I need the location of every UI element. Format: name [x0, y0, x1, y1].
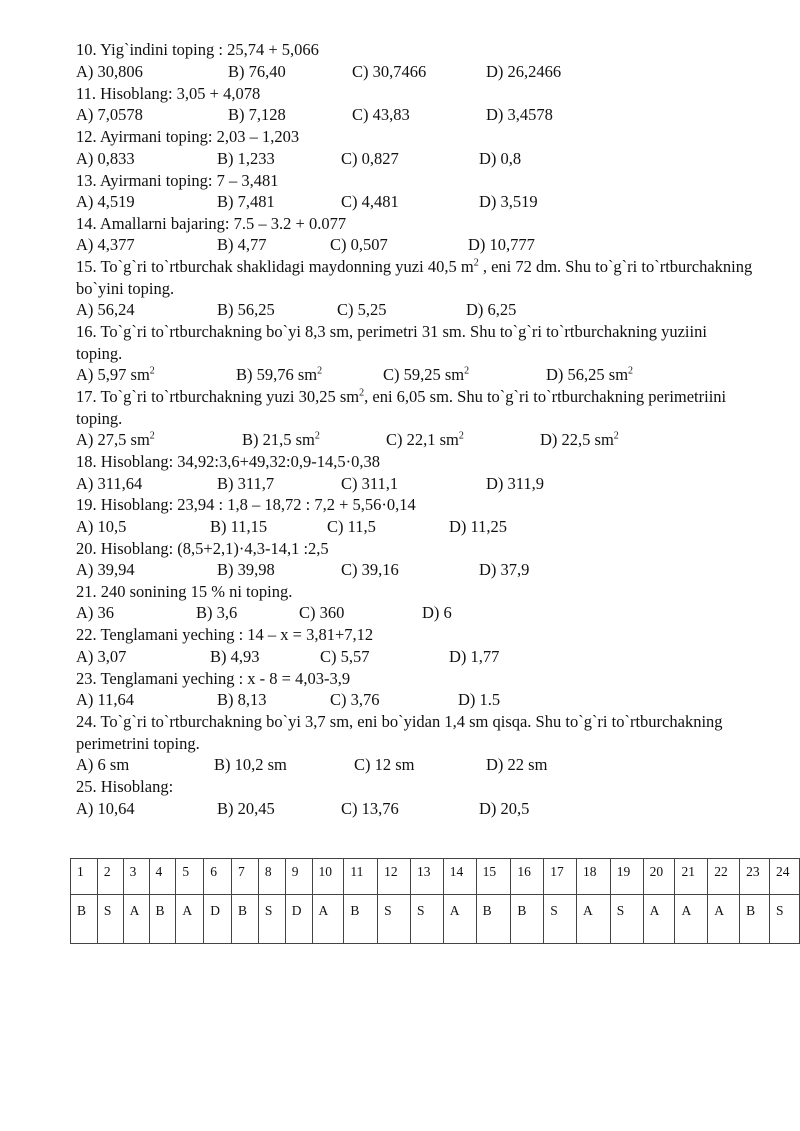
key-answer: S	[610, 895, 643, 944]
key-number: 18	[577, 859, 611, 895]
key-answer: B	[71, 895, 98, 944]
option-c: C) 4,481	[341, 192, 399, 211]
option-d: D) 3,4578	[486, 105, 553, 124]
option-d: D) 37,9	[479, 560, 530, 579]
option-a: A) 27,5 $sm^2$	[76, 430, 155, 449]
key-number: 8	[258, 859, 285, 895]
option-c: C) 59,25 $sm^2$	[383, 365, 470, 384]
key-number: 17	[544, 859, 577, 895]
option-b: B) 76,40	[228, 62, 286, 81]
key-number: 3	[123, 859, 149, 895]
option-a: A) 5,97 $sm^2$	[76, 365, 155, 384]
option-d: D) 3,519	[479, 192, 538, 211]
key-number: 19	[610, 859, 643, 895]
option-d: D) 56,25 $sm^2$	[546, 365, 634, 384]
option-a: A) 311,64	[76, 474, 143, 493]
key-answer: B	[149, 895, 176, 944]
question-16: 16. To`g`ri to`rtburchakning bo`yi 8,3 sm, perimetri 31 sm. Shu to`g`ri to`rtburchakning yuziini toping.	[76, 322, 707, 363]
option-d: D) 1.5	[458, 690, 501, 709]
question-24: 24. To`g`ri to`rtburchakning bo`yi 3,7 sm, eni bo`yidan 1,4 sm qisqa. Shu to`g`ri to`rtburchakning perimetrini toping.	[76, 712, 723, 753]
key-answer: A	[176, 895, 204, 944]
key-answer: D	[204, 895, 232, 944]
option-a: A) 0,833	[76, 149, 135, 168]
key-number: 13	[410, 859, 443, 895]
key-answer: S	[769, 895, 799, 944]
answer-key-answers-row	[71, 895, 800, 944]
option-c: C) 43,83	[352, 105, 410, 124]
option-d: D) 26,2466	[486, 62, 562, 81]
option-a: A) 10,64	[76, 799, 135, 818]
option-c: C) 3,76	[330, 690, 380, 709]
key-number: 16	[511, 859, 544, 895]
option-b: B) 1,233	[217, 149, 275, 168]
key-answer: A	[123, 895, 149, 944]
option-a: A) 30,806	[76, 62, 143, 81]
option-c: C) 22,1 $sm^2$	[386, 430, 464, 449]
key-number: 11	[344, 859, 378, 895]
option-c: C) 5,57	[320, 647, 370, 666]
option-d: D) 22 sm	[486, 755, 548, 774]
key-number: 7	[232, 859, 259, 895]
option-d: D) 6,25	[466, 300, 517, 319]
option-c: C) 12 sm	[354, 755, 415, 774]
key-number: 12	[378, 859, 411, 895]
option-b: B) 21,5 $sm^2$	[242, 430, 320, 449]
option-b: B) 311,7	[217, 474, 275, 493]
key-number: 22	[708, 859, 740, 895]
key-number: 15	[476, 859, 511, 895]
option-b: B) 7,128	[228, 105, 286, 124]
option-b: B) 4,77	[217, 235, 267, 254]
option-b: B) 7,481	[217, 192, 275, 211]
option-c: C) 0,827	[341, 149, 399, 168]
option-d: D) 311,9	[486, 474, 545, 493]
option-a: A) 7,0578	[76, 105, 143, 124]
option-d: D) 6	[422, 603, 452, 622]
question-21: 21. 240 sonining 15 % ni toping.	[76, 582, 293, 601]
key-answer: S	[97, 895, 123, 944]
option-a: A) 11,64	[76, 690, 135, 709]
question-22: 22. Tenglamani yeching : 14 – x = 3,81+7,12	[76, 625, 374, 644]
option-c: C) 13,76	[341, 799, 399, 818]
key-number: 10	[312, 859, 344, 895]
key-number: 24	[769, 859, 799, 895]
question-20: 20. Hisoblang: (8,5+2,1)·4,3-14,1 :2,5	[76, 539, 329, 558]
key-answer: B	[344, 895, 378, 944]
option-b: B) 11,15	[210, 517, 268, 536]
option-c: C) 0,507	[330, 235, 388, 254]
key-number: 4	[149, 859, 176, 895]
key-number: 2	[97, 859, 123, 895]
question-25: 25. Hisoblang:	[76, 777, 174, 796]
key-answer: A	[312, 895, 344, 944]
key-number: 21	[675, 859, 708, 895]
option-d: D) 0,8	[479, 149, 522, 168]
key-answer: B	[232, 895, 259, 944]
question-18: 18. Hisoblang: 34,92:3,6+49,32:0,9-14,5·0,38	[76, 452, 381, 471]
option-a: A) 10,5	[76, 517, 127, 536]
key-answer: B	[476, 895, 511, 944]
option-b: B) 56,25	[217, 300, 275, 319]
option-b: B) 10,2 sm	[214, 755, 287, 774]
option-b: B) 59,76 $sm^2$	[236, 365, 323, 384]
key-number: 1	[71, 859, 98, 895]
question-10: 10. Yig`indini toping : 25,74 + 5,066	[76, 40, 319, 59]
question-15: 15. To`g`ri to`rtburchak shaklidagi maydonning yuzi 40,5 $m^2$ , eni 72 dm. Shu to`g`ri to`rtburchakning bo`yini toping.	[76, 257, 753, 298]
option-b: B) 3,6	[196, 603, 238, 622]
question-14: 14. Amallarni bajaring: 7.5 – 3.2 + 0.077	[76, 214, 347, 233]
question-11: 11. Hisoblang: 3,05 + 4,078	[76, 84, 261, 103]
answer-key-table	[70, 858, 800, 944]
option-d: D) 22,5 $sm^2$	[540, 430, 619, 449]
question-12: 12. Ayirmani toping: 2,03 – 1,203	[76, 127, 300, 146]
option-c: C) 5,25	[337, 300, 387, 319]
key-answer: A	[443, 895, 476, 944]
option-c: C) 11,5	[327, 517, 376, 536]
question-23: 23. Tenglamani yeching : x - 8 = 4,03-3,9	[76, 669, 351, 688]
option-d: D) 11,25	[449, 517, 508, 536]
key-answer: A	[577, 895, 611, 944]
option-a: A) 56,24	[76, 300, 135, 319]
question-19: 19. Hisoblang: 23,94 : 1,8 – 18,72 : 7,2 + 5,56·0,14	[76, 495, 416, 514]
key-number: 20	[643, 859, 675, 895]
key-answer: B	[740, 895, 770, 944]
option-a: A) 4,519	[76, 192, 135, 211]
key-answer: B	[511, 895, 544, 944]
key-answer: S	[258, 895, 285, 944]
option-a: A) 4,377	[76, 235, 135, 254]
key-answer: D	[285, 895, 312, 944]
option-b: B) 20,45	[217, 799, 275, 818]
key-number: 9	[285, 859, 312, 895]
key-number: 5	[176, 859, 204, 895]
key-answer: A	[643, 895, 675, 944]
option-a: A) 36	[76, 603, 115, 622]
question-17: 17. To`g`ri to`rtburchakning yuzi 30,25 $sm^2$, eni 6,05 sm. Shu to`g`ri to`rtburchakning perimetriini toping.	[76, 387, 727, 428]
key-answer: S	[544, 895, 577, 944]
option-a: A) 39,94	[76, 560, 135, 579]
option-c: C) 360	[299, 603, 345, 622]
answer-key-numbers-row	[71, 859, 800, 895]
option-d: D) 20,5	[479, 799, 530, 818]
option-c: C) 311,1	[341, 474, 399, 493]
option-c: C) 39,16	[341, 560, 399, 579]
key-number: 23	[740, 859, 770, 895]
option-b: B) 8,13	[217, 690, 267, 709]
option-b: B) 39,98	[217, 560, 275, 579]
option-d: D) 10,777	[468, 235, 535, 254]
option-a: A) 3,07	[76, 647, 127, 666]
key-answer: S	[410, 895, 443, 944]
key-answer: A	[708, 895, 740, 944]
option-b: B) 4,93	[210, 647, 260, 666]
option-c: C) 30,7466	[352, 62, 427, 81]
key-number: 14	[443, 859, 476, 895]
question-13: 13. Ayirmani toping: 7 – 3,481	[76, 171, 279, 190]
option-d: D) 1,77	[449, 647, 500, 666]
key-number: 6	[204, 859, 232, 895]
key-answer: A	[675, 895, 708, 944]
option-a: A) 6 sm	[76, 755, 130, 774]
key-answer: S	[378, 895, 411, 944]
